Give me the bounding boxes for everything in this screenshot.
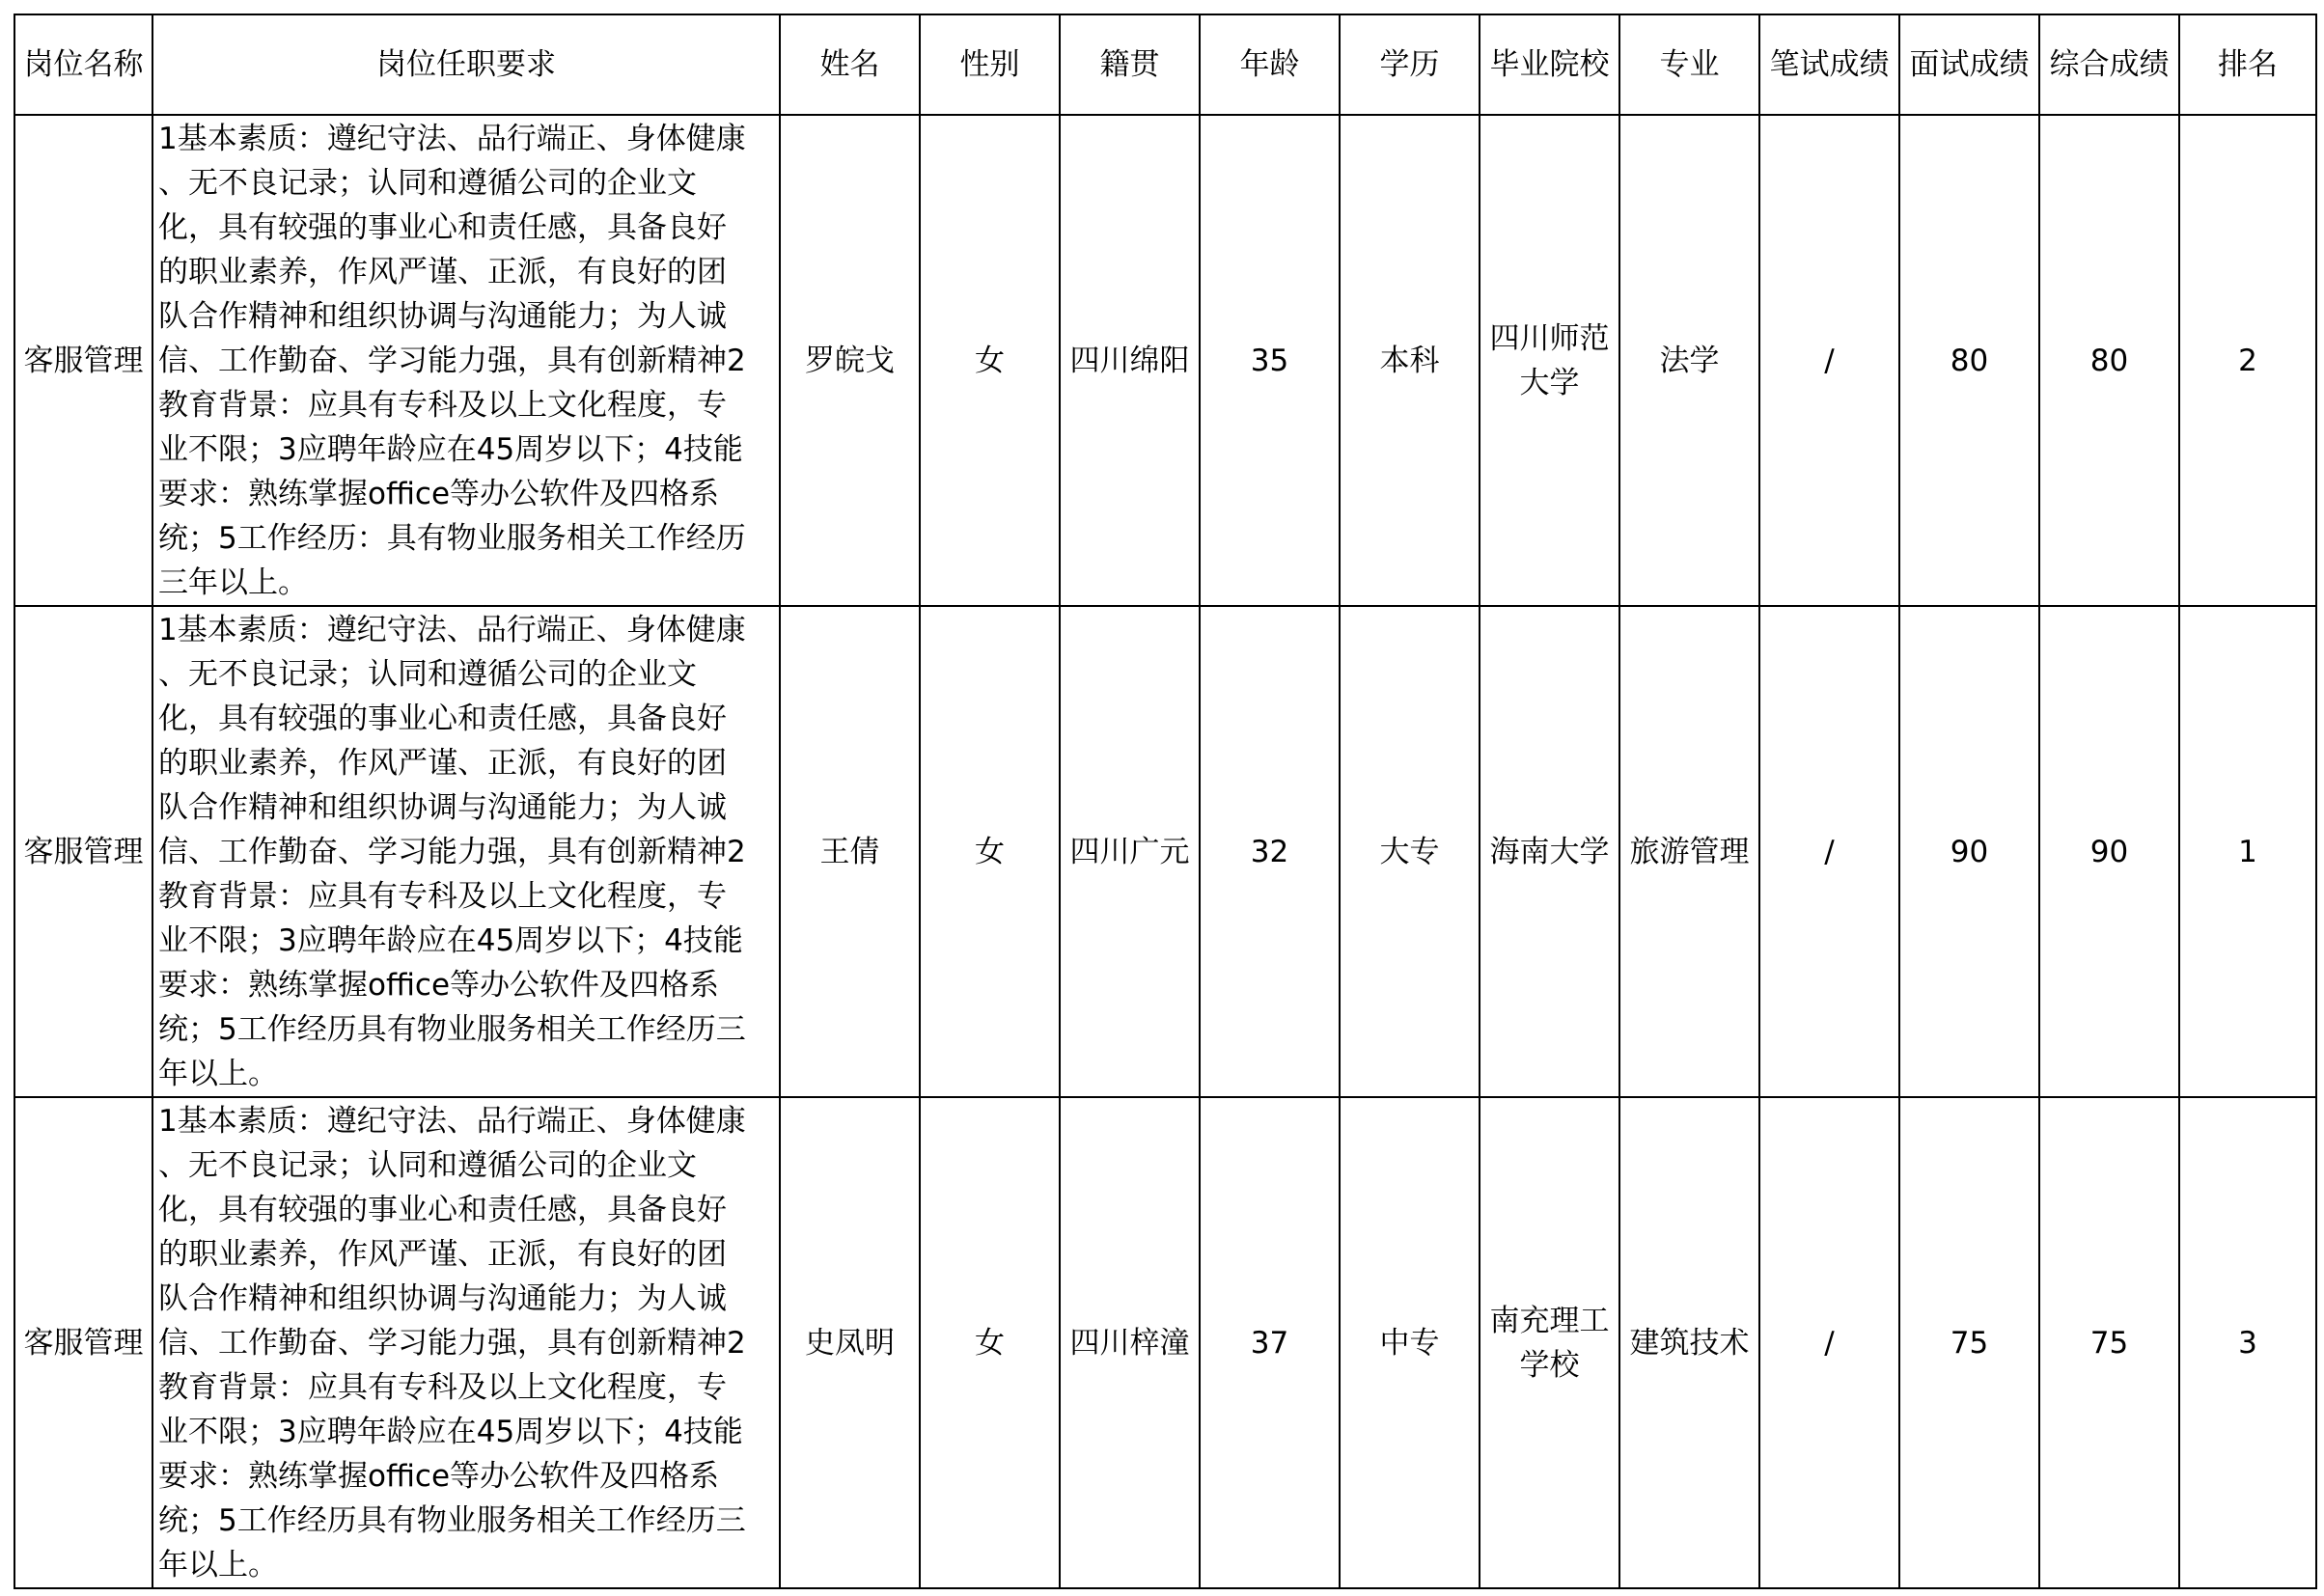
table-row	[14, 1097, 2316, 1588]
interview-score-cell: 90	[1899, 606, 2039, 1097]
column-header-interview-score: 面试成绩	[1899, 14, 2039, 115]
position-cell: 客服管理	[14, 115, 152, 606]
written-score-cell: /	[1759, 115, 1899, 606]
education-cell: 中专	[1340, 1097, 1480, 1588]
school-cell: 海南大学	[1480, 606, 1619, 1097]
table-row	[14, 606, 2316, 1097]
age-cell: 32	[1200, 606, 1340, 1097]
requirements-cell: 1基本素质：遵纪守法、品行端正、身体健康 、无不良记录；认同和遵循公司的企业文 化，具有较强的事业心和责任感，具备良好 的职业素养，作风严谨、正派，有良好的团 队合作精神和组织协调与沟通能力；为人诚 信、工作勤奋、学习能力强，具有创新精神2 教育背景：应具有专科及以上文化程度，专 业不限；3应聘年龄应在45周岁以下；4技能 要求：熟练掌握office等办公软件及四格系 统；5工作经历具有物业服务相关工作经历三 年以上。	[152, 606, 780, 1097]
position-cell: 客服管理	[14, 1097, 152, 1588]
education-cell: 大专	[1340, 606, 1480, 1097]
gender-cell: 女	[920, 115, 1060, 606]
major-cell: 旅游管理	[1619, 606, 1759, 1097]
interview-score-cell: 75	[1899, 1097, 2039, 1588]
column-header-rank: 排名	[2179, 14, 2316, 115]
table-header-row	[14, 14, 2316, 115]
column-header-requirements: 岗位任职要求	[152, 14, 780, 115]
gender-cell: 女	[920, 1097, 1060, 1588]
name-cell: 王倩	[780, 606, 920, 1097]
origin-cell: 四川绵阳	[1060, 115, 1200, 606]
age-cell: 35	[1200, 115, 1340, 606]
position-cell: 客服管理	[14, 606, 152, 1097]
education-cell: 本科	[1340, 115, 1480, 606]
major-cell: 建筑技术	[1619, 1097, 1759, 1588]
school-cell: 四川师范大学	[1480, 115, 1619, 606]
school-cell: 南充理工学校	[1480, 1097, 1619, 1588]
column-header-age: 年龄	[1200, 14, 1340, 115]
column-header-written-score: 笔试成绩	[1759, 14, 1899, 115]
column-header-school: 毕业院校	[1480, 14, 1619, 115]
written-score-cell: /	[1759, 606, 1899, 1097]
major-cell: 法学	[1619, 115, 1759, 606]
table-row	[14, 115, 2316, 606]
total-score-cell: 75	[2039, 1097, 2179, 1588]
column-header-position: 岗位名称	[14, 14, 152, 115]
total-score-cell: 90	[2039, 606, 2179, 1097]
rank-cell: 2	[2179, 115, 2316, 606]
rank-cell: 3	[2179, 1097, 2316, 1588]
age-cell: 37	[1200, 1097, 1340, 1588]
origin-cell: 四川梓潼	[1060, 1097, 1200, 1588]
total-score-cell: 80	[2039, 115, 2179, 606]
column-header-origin: 籍贯	[1060, 14, 1200, 115]
requirements-cell: 1基本素质：遵纪守法、品行端正、身体健康 、无不良记录；认同和遵循公司的企业文 化，具有较强的事业心和责任感，具备良好 的职业素养，作风严谨、正派，有良好的团 队合作精神和组织协调与沟通能力；为人诚 信、工作勤奋、学习能力强，具有创新精神2 教育背景：应具有专科及以上文化程度，专 业不限；3应聘年龄应在45周岁以下；4技能 要求：熟练掌握office等办公软件及四格系 统；5工作经历：具有物业服务相关工作经历 三年以上。	[152, 115, 780, 606]
column-header-gender: 性别	[920, 14, 1060, 115]
column-header-name: 姓名	[780, 14, 920, 115]
origin-cell: 四川广元	[1060, 606, 1200, 1097]
interview-score-cell: 80	[1899, 115, 2039, 606]
name-cell: 罗皖戈	[780, 115, 920, 606]
candidate-score-table	[14, 14, 2317, 1589]
column-header-total-score: 综合成绩	[2039, 14, 2179, 115]
written-score-cell: /	[1759, 1097, 1899, 1588]
requirements-cell: 1基本素质：遵纪守法、品行端正、身体健康 、无不良记录；认同和遵循公司的企业文 化，具有较强的事业心和责任感，具备良好 的职业素养，作风严谨、正派，有良好的团 队合作精神和组织协调与沟通能力；为人诚 信、工作勤奋、学习能力强，具有创新精神2 教育背景：应具有专科及以上文化程度，专 业不限；3应聘年龄应在45周岁以下；4技能 要求：熟练掌握office等办公软件及四格系 统；5工作经历具有物业服务相关工作经历三 年以上。	[152, 1097, 780, 1588]
name-cell: 史凤明	[780, 1097, 920, 1588]
rank-cell: 1	[2179, 606, 2316, 1097]
gender-cell: 女	[920, 606, 1060, 1097]
column-header-major: 专业	[1619, 14, 1759, 115]
column-header-education: 学历	[1340, 14, 1480, 115]
